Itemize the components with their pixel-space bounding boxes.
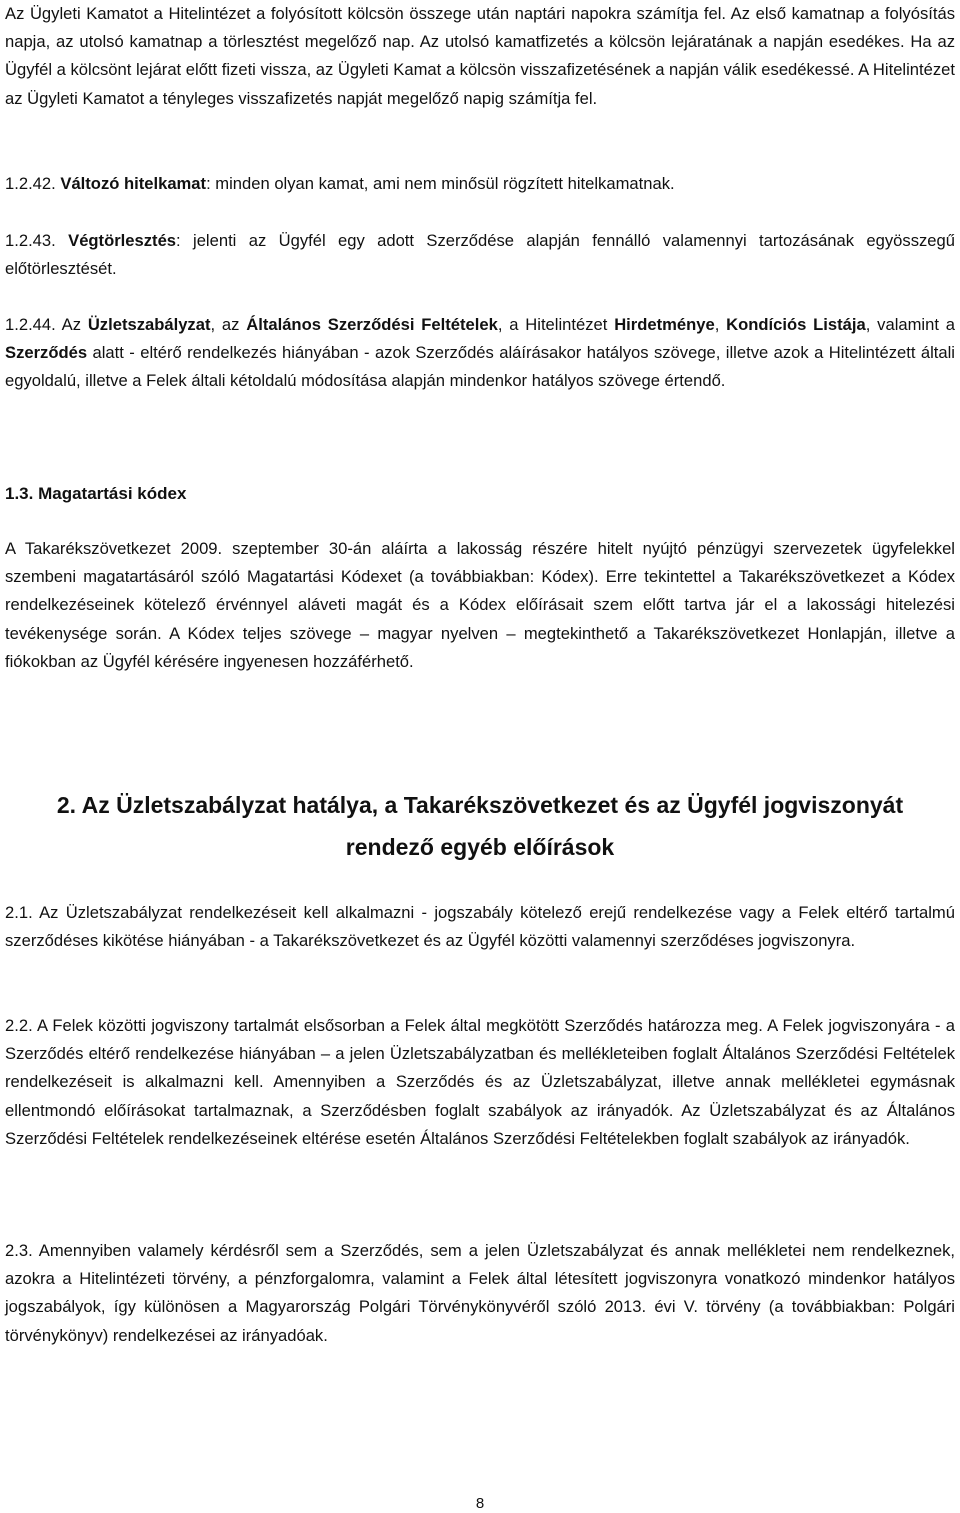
chapter-2-heading — [0, 784, 960, 868]
definition-number: 1.2.44. — [5, 315, 56, 334]
definition-number: 1.2.43. — [5, 231, 56, 250]
chapter-2-heading-line1: 2. Az Üzletszabályzat hatálya, a Takarékszövetkezet és az Ügyfél jogviszonyát — [56, 792, 904, 818]
chapter-2-heading-line2: rendező egyéb előírások — [345, 834, 615, 860]
definition-text: alatt - eltérő rendelkezés hiányában - azok Szerződés aláírásakor hatályos szövege, illetve azok a Hitelintézett általi egyoldalú, illetve a Felek általi kétoldalú módosítása alapján mindenkor hatályos szövege értendő. — [5, 343, 955, 391]
section-1-3-body: A Takarékszövetkezet 2009. szeptember 30-án aláírta a lakosság részére hitelt nyújtó pénzügyi szervezetek ügyfelekkel szembeni magatartásáról szóló Magatartási Kódexet (a továbbiakban: Kódex). Erre tekintettel a Takarékszövetkezet a Kódex rendelkezéseinek kötelező érvénnyel aláveti magát és a Kódex előírásait szem előtt tartva jár el a lakossági hitelezési tevékenysége során. A Kódex teljes szövege – magyar nyelven – megtekinthető a Takarékszövetkezet Honlapján, illetve a fiókokban az Ügyfél kérésére ingyenesen hozzáférhető. — [5, 539, 955, 671]
definition-term: Üzletszabályzat — [87, 315, 211, 334]
definition-number: 1.2.42. — [5, 174, 56, 193]
definition-term: Hirdetménye — [614, 315, 715, 334]
definition-1-2-42 — [5, 170, 955, 198]
intro-paragraph: Az Ügyleti Kamatot a Hitelintézet a folyósított kölcsön összege után naptári napokra számítja fel. Az első kamatnap a folyósítás napja, az utolsó kamatnap a törlesztést megelőző nap. Az utolsó kamatfizetés a kölcsön lejáratának a napján esedékes. Ha az Ügyfél a kölcsönt lejárat előtt fizeti vissza, az Ügyleti Kamat a kölcsön visszafizetésének a napján válik esedékessé. A Hitelintézet az Ügyleti Kamatot a tényleges visszafizetés napját megelőző napig számítja fel. — [5, 4, 955, 108]
section-1-3-heading: 1.3. Magatartási kódex — [5, 484, 187, 503]
definition-1-2-43 — [5, 227, 955, 283]
page-number: 8 — [475, 1495, 485, 1512]
paragraph-2-1: 2.1. Az Üzletszabályzat rendelkezéseit kell alkalmazni - jogszabály kötelező erejű rendelkezése vagy a Felek eltérő tartalmú szerződéses kikötése hiányában - a Takarékszövetkezet és az Ügyfél közötti valamennyi szerződéses jogviszonyra. — [5, 903, 955, 951]
definition-text: , — [714, 315, 727, 334]
definition-text: : minden olyan kamat, ami nem minősül rögzített hitelkamatnak. — [206, 174, 675, 193]
paragraph-2-2: 2.2. A Felek közötti jogviszony tartalmát elsősorban a Felek által megkötött Szerződés határozza meg. A Felek jogviszonyára - a Szerződés eltérő rendelkezése hiányában – a jelen Üzletszabályzatban és mellékleteiben foglalt Általános Szerződési Feltételek rendelkezéseit is alkalmazni kell. Amennyiben a Szerződés és az Üzletszabályzat, illetve annak mellékletei egymásnak ellentmondó előírásokat tartalmaznak, a Szerződésben foglalt szabályok az irányadók. Az Üzletszabályzat és az Általános Szerződési Feltételek rendelkezéseinek eltérése esetén Általános Szerződési Feltételekben foglalt szabályok az irányadók. — [5, 1016, 955, 1148]
definition-text: , a Hitelintézet — [497, 315, 615, 334]
definition-term: Változó hitelkamat — [60, 174, 207, 193]
paragraph-2-3: 2.3. Amennyiben valamely kérdésről sem a Szerződés, sem a jelen Üzletszabályzat és annak mellékletei nem rendelkeznek, azokra a Hitelintézeti törvény, a pénzforgalomra, valamint a Felek által létesített jogviszonyra vonatkozó mindenkor hatályos jogszabályok, így különösen a Magyarország Polgári Törvénykönyvéről szóló 2013. évi V. törvény (a továbbiakban: Polgári törvénykönyv) rendelkezései az irányadóak. — [5, 1241, 955, 1345]
definition-text: : jelenti az Ügyfél egy adott Szerződése alapján fennálló valamennyi tartozásának egyösszegű előtörlesztését. — [5, 231, 955, 279]
definition-1-2-44 — [5, 311, 955, 396]
definition-term: Általános Szerződési Feltételek — [246, 315, 498, 334]
definition-term: Szerződés — [5, 343, 88, 363]
definition-term: Kondíciós Listája — [726, 315, 866, 334]
definition-term: Végtörlesztés — [68, 231, 177, 250]
definition-text: , az — [210, 315, 247, 334]
definition-text: , valamint a — [865, 315, 956, 334]
definition-text: Az — [55, 315, 88, 334]
